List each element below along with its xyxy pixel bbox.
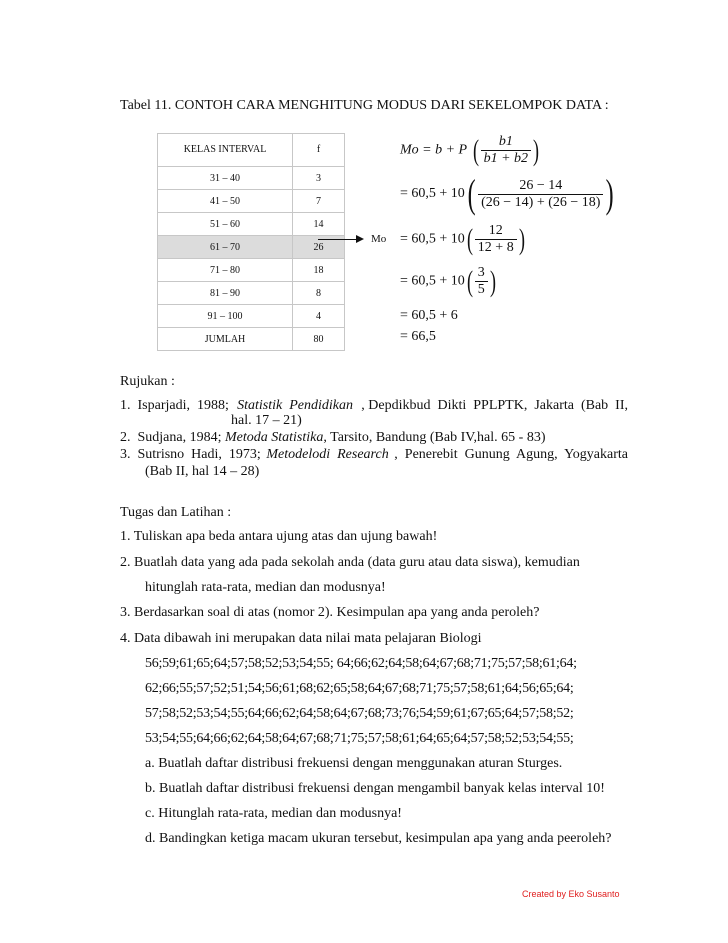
- fraction: [475, 223, 517, 256]
- cell-interval: 41 – 50: [158, 190, 293, 213]
- table-row: [158, 282, 345, 305]
- ref-author: 2. Sudjana, 1984;: [120, 430, 222, 445]
- header-interval: KELAS INTERVAL: [158, 134, 293, 167]
- table-row: [158, 190, 345, 213]
- cell-frequency: 26: [293, 236, 345, 259]
- cell-interval: 31 – 40: [158, 167, 293, 190]
- fraction-denominator: 5: [477, 282, 485, 297]
- formula-step-2: [400, 171, 617, 216]
- cell-interval: 81 – 90: [158, 282, 293, 305]
- task-4b: b. Buatlah daftar distribusi frekuensi dengan mengambil banyak kelas interval 10!: [145, 781, 605, 796]
- cell-interval: 61 – 70: [158, 236, 293, 259]
- cell-frequency: 3: [293, 167, 345, 190]
- task-2: 2. Buatlah data yang ada pada sekolah anda (data guru atau data siswa), kemudian: [120, 555, 580, 570]
- table-header-row: [158, 134, 345, 167]
- cell-frequency: 18: [293, 259, 345, 282]
- formula-result: = 66,5: [400, 329, 436, 344]
- header-frequency: f: [293, 134, 345, 167]
- reference-3-pages: (Bab II, hal 14 – 28): [145, 464, 260, 479]
- formula-step-3: [400, 223, 527, 256]
- fraction-numerator: 26 − 14: [478, 178, 603, 195]
- reference-3: [120, 447, 628, 463]
- right-paren: ): [606, 171, 615, 216]
- cell-frequency: 7: [293, 190, 345, 213]
- frequency-table: [157, 133, 345, 351]
- left-paren: (: [466, 264, 473, 298]
- fraction-numerator: 12: [475, 223, 517, 240]
- ref-title: Metodelodi Research: [266, 447, 389, 462]
- footer-credit: Created by Eko Susanto: [522, 889, 620, 899]
- right-paren: ): [518, 222, 525, 256]
- cell-frequency: 14: [293, 213, 345, 236]
- reference-1-pages: hal. 17 – 21): [231, 413, 302, 428]
- fraction: [481, 134, 531, 167]
- data-line-2: 62;66;55;57;52;51;54;56;61;68;62;65;58;64;67;68;71;75;57;58;61;64;56;65;64;: [145, 681, 574, 696]
- cell-interval: 91 – 100: [158, 305, 293, 328]
- fraction-numerator: b1: [481, 134, 531, 151]
- left-paren: (: [467, 171, 476, 216]
- cell-interval: 71 – 80: [158, 259, 293, 282]
- step-prefix: = 60,5 + 10: [400, 186, 465, 202]
- fraction-denominator: 12 + 8: [477, 240, 514, 255]
- task-4a: a. Buatlah daftar distribusi frekuensi dengan menggunakan aturan Sturges.: [145, 756, 563, 771]
- task-4d: d. Bandingkan ketiga macam ukuran tersebut, kesimpulan apa yang anda peeroleh?: [145, 831, 612, 846]
- arrow-right-icon: [356, 235, 364, 243]
- data-line-4: 53;54;55;64;66;62;64;58;64;67;68;71;75;57;58;61;64;65;64;57;58;52;53;54;55;: [145, 731, 574, 746]
- task-4: 4. Data dibawah ini merupakan data nilai mata pelajaran Biologi: [120, 631, 482, 646]
- arrow-label: Mo: [371, 233, 387, 245]
- table-row: [158, 305, 345, 328]
- reference-2: [120, 430, 545, 446]
- data-line-1: 56;59;61;65;64;57;58;52;53;54;55; 64;66;62;64;58;64;67;68;71;75;57;58;61;64;: [145, 656, 577, 671]
- formula-step-5: = 60,5 + 6: [400, 308, 458, 323]
- step-prefix: = 60,5 + 10: [400, 273, 465, 289]
- fraction-denominator: (26 − 14) + (26 − 18): [481, 194, 601, 210]
- cell-frequency: 4: [293, 305, 345, 328]
- references-heading: Rujukan :: [120, 374, 175, 389]
- task-1: 1. Tuliskan apa beda antara ujung atas dan ujung bawah!: [120, 529, 438, 544]
- task-4c: c. Hitunglah rata-rata, median dan modusnya!: [145, 806, 402, 821]
- task-3: 3. Berdasarkan soal di atas (nomor 2). Kesimpulan apa yang anda peroleh?: [120, 605, 540, 620]
- data-line-3: 57;58;52;53;54;55;64;66;62;64;58;64;67;68;73;76;54;59;61;67;65;64;57;58;52;: [145, 706, 574, 721]
- table-row: [158, 213, 345, 236]
- step-prefix: = 60,5 + 10: [400, 231, 465, 247]
- cell-total-value: 80: [293, 328, 345, 351]
- ref-publisher: , Tarsito, Bandung (Bab IV,hal. 65 - 83): [323, 430, 546, 445]
- reference-1: [120, 398, 628, 414]
- left-paren: (: [466, 222, 473, 256]
- formula-step-4: [400, 265, 498, 298]
- ref-author: 3. Sutrisno Hadi, 1973;: [120, 447, 261, 462]
- formula-lhs: Mo = b + P: [400, 142, 468, 158]
- ref-publisher: , Penerebit Gunung Agung, Yogyakarta: [394, 447, 628, 462]
- cell-interval: 51 – 60: [158, 213, 293, 236]
- ref-author: 1. Isparjadi, 1988;: [120, 398, 229, 413]
- table-title: Tabel 11. CONTOH CARA MENGHITUNG MODUS DARI SEKELOMPOK DATA :: [120, 98, 609, 113]
- right-paren: ): [533, 133, 540, 167]
- table-row: [158, 259, 345, 282]
- left-paren: (: [472, 133, 479, 167]
- table-row: [158, 167, 345, 190]
- tasks-heading: Tugas dan Latihan :: [120, 505, 232, 520]
- task-2-cont: hitunglah rata-rata, median dan modusnya!: [145, 580, 386, 595]
- ref-publisher: , Depdikbud Dikti PPLPTK, Jakarta (Bab II,: [361, 398, 628, 413]
- arrow-line: [318, 239, 358, 240]
- fraction: [478, 178, 603, 211]
- ref-title: Statistik Pendidikan: [237, 398, 353, 413]
- right-paren: ): [489, 264, 496, 298]
- table-row-modal-class: [158, 236, 345, 259]
- fraction-denominator: b1 + b2: [483, 151, 529, 166]
- ref-title: Metoda Statistika: [225, 430, 324, 445]
- cell-total-label: JUMLAH: [158, 328, 293, 351]
- table-total-row: [158, 328, 345, 351]
- fraction-numerator: 3: [475, 265, 488, 282]
- fraction: [475, 265, 488, 298]
- formula-mode: [400, 134, 541, 167]
- cell-frequency: 8: [293, 282, 345, 305]
